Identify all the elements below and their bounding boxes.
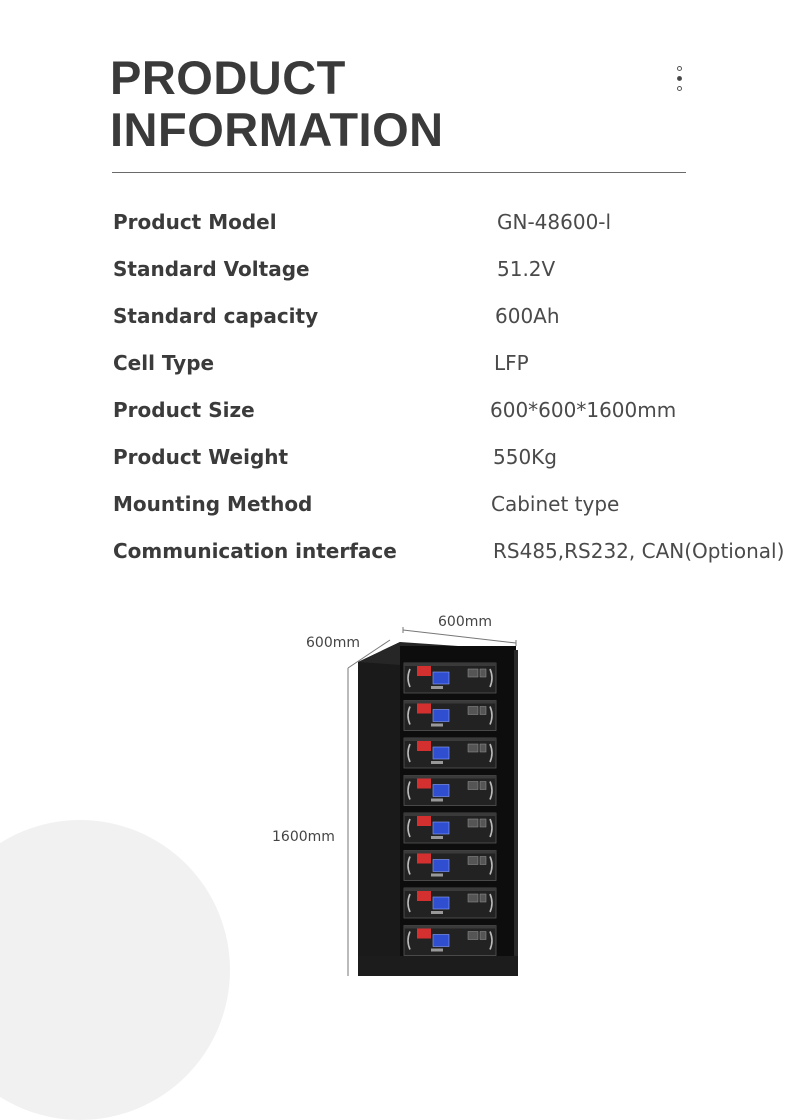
spec-row — [0, 539, 790, 569]
module-lcd — [433, 822, 449, 834]
spec-value: 51.2V — [497, 257, 556, 281]
module-port — [468, 894, 478, 902]
spec-row — [0, 351, 790, 381]
cabinet-base — [358, 956, 518, 976]
module-switch — [431, 799, 443, 802]
module-port — [480, 857, 486, 865]
battery-cabinet-image — [260, 600, 550, 976]
spec-value: LFP — [494, 351, 529, 375]
battery-module — [404, 851, 496, 881]
module-port — [480, 669, 486, 677]
spec-value: GN-48600-l — [497, 210, 612, 234]
module-terminal — [417, 741, 431, 751]
battery-module — [404, 926, 496, 956]
module-switch — [431, 761, 443, 764]
spec-value: RS485,RS232, CAN(Optional) — [493, 539, 785, 563]
battery-module — [404, 813, 496, 843]
module-port — [480, 894, 486, 902]
module-terminal — [417, 704, 431, 714]
module-terminal — [417, 929, 431, 939]
module-port — [468, 857, 478, 865]
battery-module — [404, 776, 496, 806]
spec-row — [0, 210, 790, 240]
module-switch — [431, 911, 443, 914]
page-title — [110, 52, 444, 156]
module-port — [468, 669, 478, 677]
module-switch — [431, 836, 443, 839]
module-port — [480, 932, 486, 940]
spec-label: Standard Voltage — [113, 257, 310, 281]
module-lcd — [433, 747, 449, 759]
pagination-dot-active[interactable] — [677, 76, 682, 81]
spec-row — [0, 492, 790, 522]
spec-value: 600*600*1600mm — [490, 398, 677, 422]
module-port — [480, 782, 486, 790]
height-label: 1600mm — [272, 829, 335, 845]
spec-label: Product Size — [113, 398, 255, 422]
spec-value: 550Kg — [493, 445, 557, 469]
module-switch — [431, 874, 443, 877]
background-curve — [0, 820, 230, 1120]
spec-value: 600Ah — [495, 304, 560, 328]
module-port — [468, 744, 478, 752]
spec-row — [0, 304, 790, 334]
module-switch — [431, 686, 443, 689]
cabinet-side-panel — [358, 642, 400, 976]
pagination-dot[interactable] — [677, 86, 682, 91]
module-port — [480, 744, 486, 752]
module-port — [468, 707, 478, 715]
module-lcd — [433, 897, 449, 909]
spec-label: Cell Type — [113, 351, 215, 375]
battery-module — [404, 888, 496, 918]
module-lcd — [433, 935, 449, 947]
spec-row — [0, 445, 790, 475]
module-terminal — [417, 816, 431, 826]
depth-label: 600mm — [306, 635, 360, 651]
module-port — [468, 932, 478, 940]
module-port — [468, 782, 478, 790]
spec-label: Mounting Method — [113, 492, 313, 516]
battery-module — [404, 663, 496, 693]
width-dimension-line — [403, 630, 516, 643]
spec-label: Standard capacity — [113, 304, 319, 328]
spec-label: Product Weight — [113, 445, 289, 469]
spec-row — [0, 257, 790, 287]
title-divider — [112, 172, 686, 173]
title-line-2: INFORMATION — [110, 103, 444, 156]
spec-label: Communication interface — [113, 539, 397, 563]
width-label: 600mm — [438, 614, 492, 630]
module-terminal — [417, 891, 431, 901]
pagination-dots[interactable] — [677, 66, 687, 96]
spec-value: Cabinet type — [491, 492, 620, 516]
spec-row — [0, 398, 790, 428]
battery-module — [404, 738, 496, 768]
title-line-1: PRODUCT — [110, 51, 346, 104]
module-terminal — [417, 666, 431, 676]
module-port — [468, 819, 478, 827]
battery-module — [404, 701, 496, 731]
module-lcd — [433, 672, 449, 684]
module-lcd — [433, 860, 449, 872]
pagination-dot[interactable] — [677, 66, 682, 71]
module-port — [480, 707, 486, 715]
module-switch — [431, 949, 443, 952]
module-lcd — [433, 710, 449, 722]
module-lcd — [433, 785, 449, 797]
spec-label: Product Model — [113, 210, 277, 234]
module-terminal — [417, 854, 431, 864]
module-terminal — [417, 779, 431, 789]
module-switch — [431, 724, 443, 727]
module-port — [480, 819, 486, 827]
